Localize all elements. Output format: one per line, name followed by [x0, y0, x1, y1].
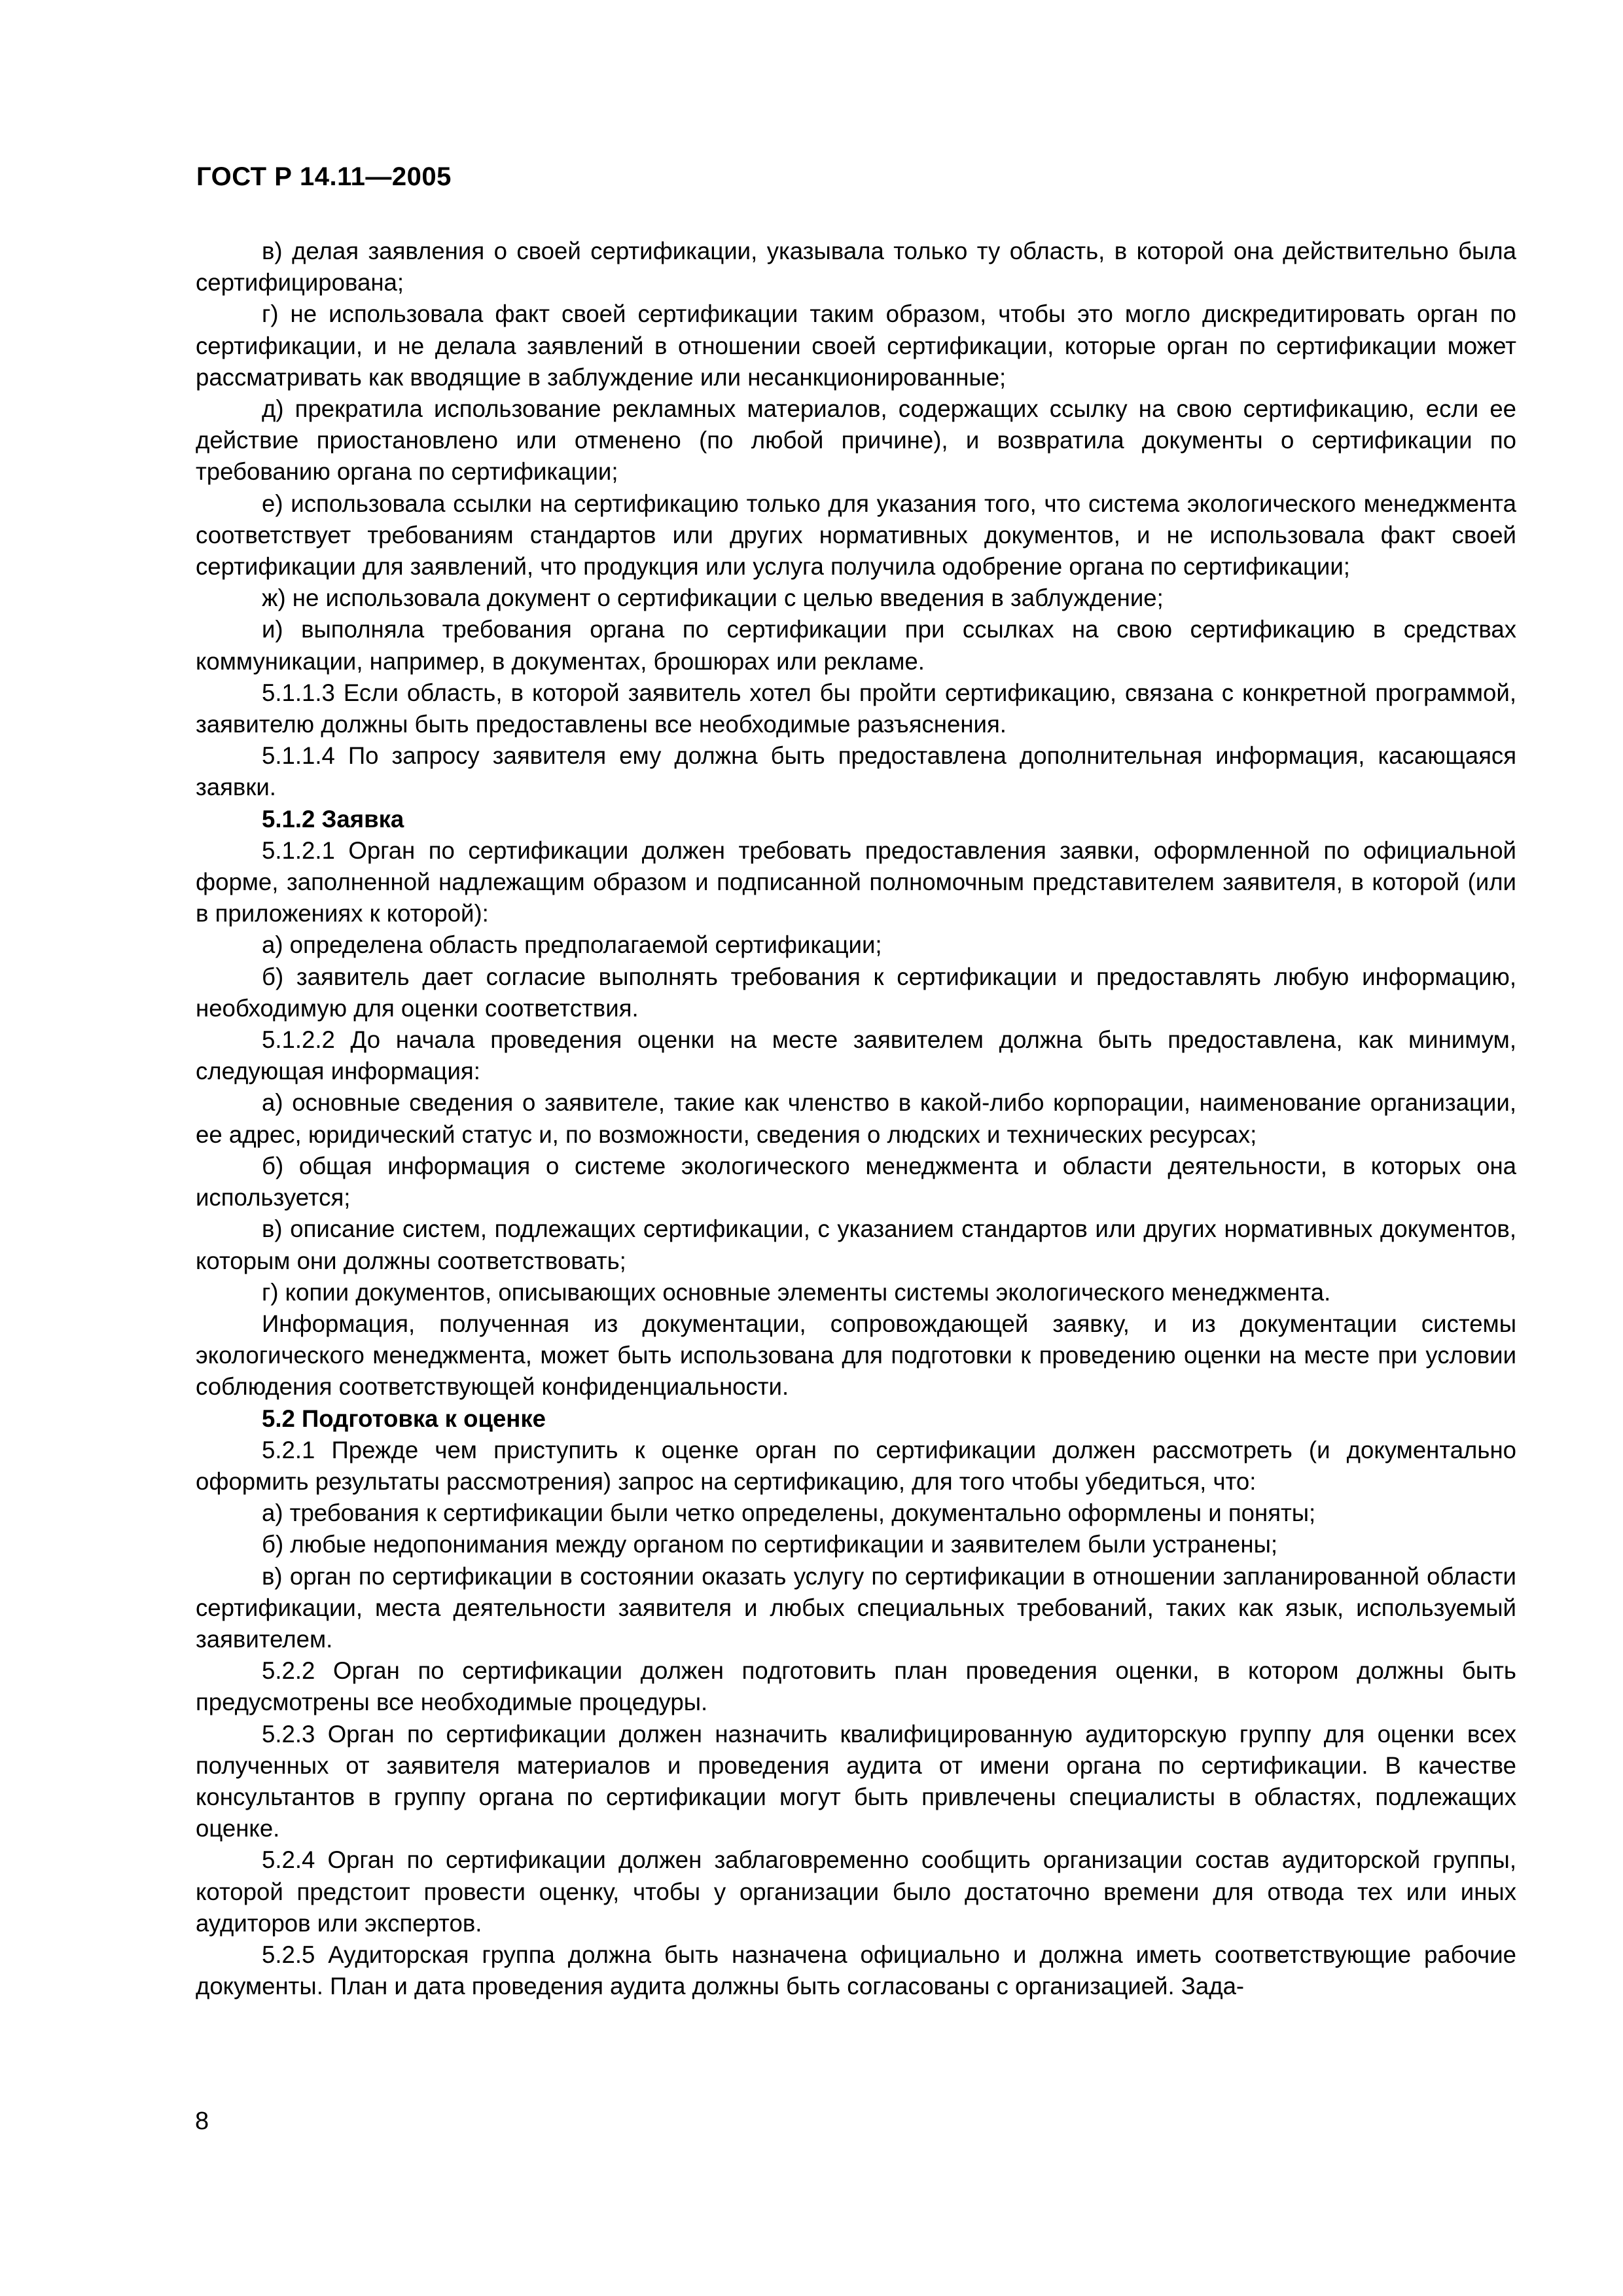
- paragraph: 5.2.3 Орган по сертификации должен назначить квалифицированную аудиторскую группу для оценки всех полученных от заявителя материалов и проведения аудита от имени органа по сертификации. В качестве консультантов в группу органа по сертификации могут быть привлечены специалисты в областях, подлежащих оценке.: [196, 1720, 1516, 1842]
- paragraph: б) любые недопонимания между органом по сертификации и заявителем были устранены;: [262, 1531, 1278, 1558]
- paragraph: г) не использовала факт своей сертификации таким образом, чтобы это могло дискредитировать орган по сертификации, и не делала заявлений в отношении своей сертификации, которые орган по сертификации может рассматривать как вводящие в заблуждение или несанкционированные;: [196, 300, 1516, 391]
- paragraph: б) общая информация о системе экологического менеджмента и области деятельности, в которых она используется;: [196, 1152, 1516, 1211]
- paragraph: 5.1.2.1 Орган по сертификации должен требовать предоставления заявки, оформленной по официальной форме, заполненной надлежащим образом и подписанной полномочным представителем заявителя, в которой (или в приложениях к которой):: [196, 836, 1516, 927]
- paragraph: е) использовала ссылки на сертификацию только для указания того, что система экологического менеджмента соответствует требованиям стандартов или других нормативных документов, и не использовала факт своей сертификации для заявлений, что продукция или услуга получила одобрение органа по сертификации;: [196, 490, 1516, 581]
- paragraph: и) выполняла требования органа по сертификации при ссылках на свою сертификацию в средствах коммуникации, например, в документах, брошюрах или рекламе.: [196, 616, 1516, 675]
- paragraph: в) орган по сертификации в состоянии оказать услугу по сертификации в отношении запланированной области сертификации, места деятельности заявителя и любых специальных требований, таких как язык, используемый заявителем.: [196, 1562, 1516, 1653]
- paragraph: Информация, полученная из документации, сопровождающей заявку, и из документации системы экологического менеджмента, может быть использована для подготовки к проведению оценки на месте при условии соблюдения соответствующей конфиденциальности.: [196, 1310, 1516, 1401]
- section-heading: 5.1.2 Заявка: [262, 805, 404, 833]
- paragraph: 5.2.5 Аудиторская группа должна быть назначена официально и должна иметь соответствующие рабочие документы. План и дата проведения аудита должны быть согласованы с организацией. Зада-: [196, 1941, 1516, 2000]
- paragraph: ж) не использовала документ о сертификации с целью введения в заблуждение;: [262, 584, 1164, 612]
- paragraph: 5.1.1.3 Если область, в которой заявитель хотел бы пройти сертификацию, связана с конкретной программой, заявителю должны быть предоставлены все необходимые разъяснения.: [196, 679, 1516, 738]
- paragraph: д) прекратила использование рекламных материалов, содержащих ссылку на свою сертификацию, если ее действие приостановлено или отменено (по любой причине), и возвратила документы о сертификации по требованию органа по сертификации;: [196, 395, 1516, 486]
- paragraph: 5.2.4 Орган по сертификации должен заблаговременно сообщить организации состав аудиторской группы, которой предстоит провести оценку, чтобы у организации было достаточно времени для отвода тех или иных аудиторов или экспертов.: [196, 1846, 1516, 1937]
- paragraph: 5.2.2 Орган по сертификации должен подготовить план проведения оценки, в котором должны быть предусмотрены все необходимые процедуры.: [196, 1657, 1516, 1716]
- document-body: [196, 236, 1516, 2002]
- paragraph: б) заявитель дает согласие выполнять требования к сертификации и предоставлять любую информацию, необходимую для оценки соответствия.: [196, 963, 1516, 1022]
- section-heading: 5.2 Подготовка к оценке: [262, 1405, 546, 1432]
- paragraph: 5.2.1 Прежде чем приступить к оценке орган по сертификации должен рассмотреть (и документально оформить результаты рассмотрения) запрос на сертификацию, для того чтобы убедиться, что:: [196, 1436, 1516, 1495]
- paragraph: г) копии документов, описывающих основные элементы системы экологического менеджмента.: [262, 1278, 1331, 1306]
- document-header: ГОСТ Р 14.11—2005: [196, 162, 452, 191]
- page-number: 8: [195, 2108, 209, 2135]
- paragraph: в) описание систем, подлежащих сертификации, с указанием стандартов или других нормативных документов, которым они должны соответствовать;: [196, 1215, 1516, 1274]
- paragraph: а) определена область предполагаемой сертификации;: [262, 931, 882, 959]
- paragraph: 5.1.2.2 До начала проведения оценки на месте заявителем должна быть предоставлена, как минимум, следующая информация:: [196, 1026, 1516, 1085]
- paragraph: в) делая заявления о своей сертификации, указывала только ту область, в которой она действительно была сертифицирована;: [196, 238, 1516, 296]
- paragraph: а) основные сведения о заявителе, такие как членство в какой-либо корпорации, наименование организации, ее адрес, юридический статус и, по возможности, сведения о людских и технических ресурсах;: [196, 1089, 1516, 1148]
- paragraph: а) требования к сертификации были четко определены, документально оформлены и поняты;: [262, 1499, 1316, 1527]
- paragraph: 5.1.1.4 По запросу заявителя ему должна быть предоставлена дополнительная информация, касающаяся заявки.: [196, 742, 1516, 801]
